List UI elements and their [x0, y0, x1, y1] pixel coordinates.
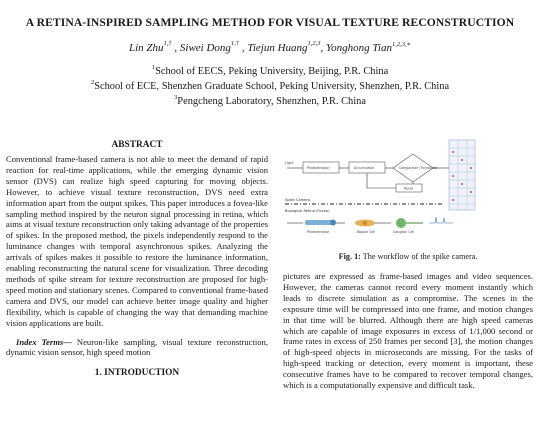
author-name: Lin Zhu — [128, 42, 164, 54]
affiliation-sup: 1 — [151, 64, 156, 71]
author-sup: 1,2,3,∗ — [391, 41, 411, 48]
light-label: Light — [285, 161, 293, 165]
right-column — [283, 138, 533, 391]
affiliation — [0, 81, 540, 92]
introduction-body-text: pictures are expressed as frame-based images and video sequences. However, the cameras cannot record every moment instantly which leads to discrete simulation as a compromise. The scenes in the exposure time will be compressed into one frame, and motion changes in that time will be blurred. Although there are high speed cameras which are capable of image exposures in excess of 1/1,000 second or frame rates in excess of 250 frames per second [3], the motion changes of high-speed objects in microseconds are missing. For the tasks of high-speed tracking or detection, every moment is important, these consecutive frames have to be compared to recover temporal changes, which is a computationally expensive and difficult task. — [283, 271, 533, 391]
author-name: Yonghong Tian — [326, 42, 392, 54]
paper-title: A RETINA-INSPIRED SAMPLING METHOD FOR VISUAL TEXTURE RECONSTRUCTION — [25, 16, 515, 29]
author-sup: 1,† — [163, 40, 172, 47]
author-list: Lin Zhu$^{1,\dagger}$ , Siwei Dong$^{1,\dagger}$ , Tiejun Huang$^{1,2,3}$, Yonghong Tian$^{1,2,3,∗}$ — [128, 40, 411, 54]
comparator-label: Comparator (Threshold) — [399, 166, 438, 170]
spike-train-icon — [429, 217, 453, 223]
affiliation — [0, 96, 540, 107]
affiliation-text: Pengcheng Laboratory, Shenzhen, P.R. China — [177, 96, 366, 107]
affiliation-sup: 2 — [90, 79, 95, 86]
spike-camera-label: Spike Camera — [285, 198, 310, 202]
spike-matrix-grid — [449, 140, 475, 210]
index-terms — [6, 337, 268, 359]
affiliation-sup: 3 — [174, 94, 178, 101]
figure-caption-text: The workflow of the spike camera. — [360, 252, 478, 261]
accumulator-label: Accumulator — [354, 166, 375, 170]
figure-caption-label: Fig. 1: — [338, 252, 361, 261]
author-sup: 1,2,3 — [307, 40, 321, 47]
ganglion-cell-label: Ganglion Cell — [393, 230, 415, 234]
affiliation — [0, 66, 540, 77]
introduction-heading: 1. INTRODUCTION — [94, 368, 180, 379]
bipolar-cell-icon — [355, 220, 375, 227]
spike-camera-workflow-diagram — [283, 138, 533, 250]
index-terms-label: Index Terms— — [16, 336, 72, 347]
author-sup: 1,† — [230, 40, 240, 47]
reset-label: Reset — [404, 186, 413, 191]
figure-1 — [283, 138, 533, 250]
bipolar-cell-label: Bipolar Cell — [357, 230, 376, 234]
author-name: Tiejun Huang — [247, 42, 308, 54]
affiliation-text: School of ECE, Shenzhen Graduate School, Peking University, Shenzhen, P.R. China — [94, 81, 450, 92]
figure-caption — [283, 252, 533, 261]
affiliation-text: School of EECS, Peking University, Beijing, P.R. China — [155, 66, 389, 77]
photoreceptor-cell-label: Photoreceptor — [307, 230, 330, 234]
index-terms-text: Neuron-like sampling, visual texture reconstruction, dynamic vision sensor, high speed motion — [6, 336, 269, 358]
biological-retina-label: Biological Retina (Fovea) — [285, 209, 330, 213]
photoreceptor-cell-icon — [305, 220, 336, 226]
abstract-heading: ABSTRACT — [111, 140, 163, 150]
left-column — [6, 140, 268, 378]
ganglion-cell-icon — [396, 218, 423, 228]
photoreceptor-label: Photoreceptor — [307, 166, 330, 170]
abstract-text: Conventional frame-based camera is not able to meet the demand of rapid reaction for real-time applications, while the emerging dynamic vision sensor (DVS) can realize high speed capturing for moving objects. However, to achieve visual texture reconstruction, DVS need extra information apart from the output spikes. This paper introduces a fovea-like sampling method inspired by the neuron signal processing in retina, which aims at visual texture reconstruction only taking advantage of the properties of spikes. In the proposed method, the pixels independently respond to the luminance changes with temporal asynchronous spikes. Analyzing the arrivals of spikes makes it possible to restore the luminance information, enabling reconstructing the natural scene for visualization. Three decoding methods of spike stream for texture reconstruction are proposed for high-speed motion and stationary scenes. Compared to conventional frame-based camera and DVS, our model can achieve better image quality and higher flexibility, which is capable of changing the way that demanding machine vision applications are built. — [6, 154, 268, 328]
author-name: Siwei Dong — [179, 42, 231, 54]
